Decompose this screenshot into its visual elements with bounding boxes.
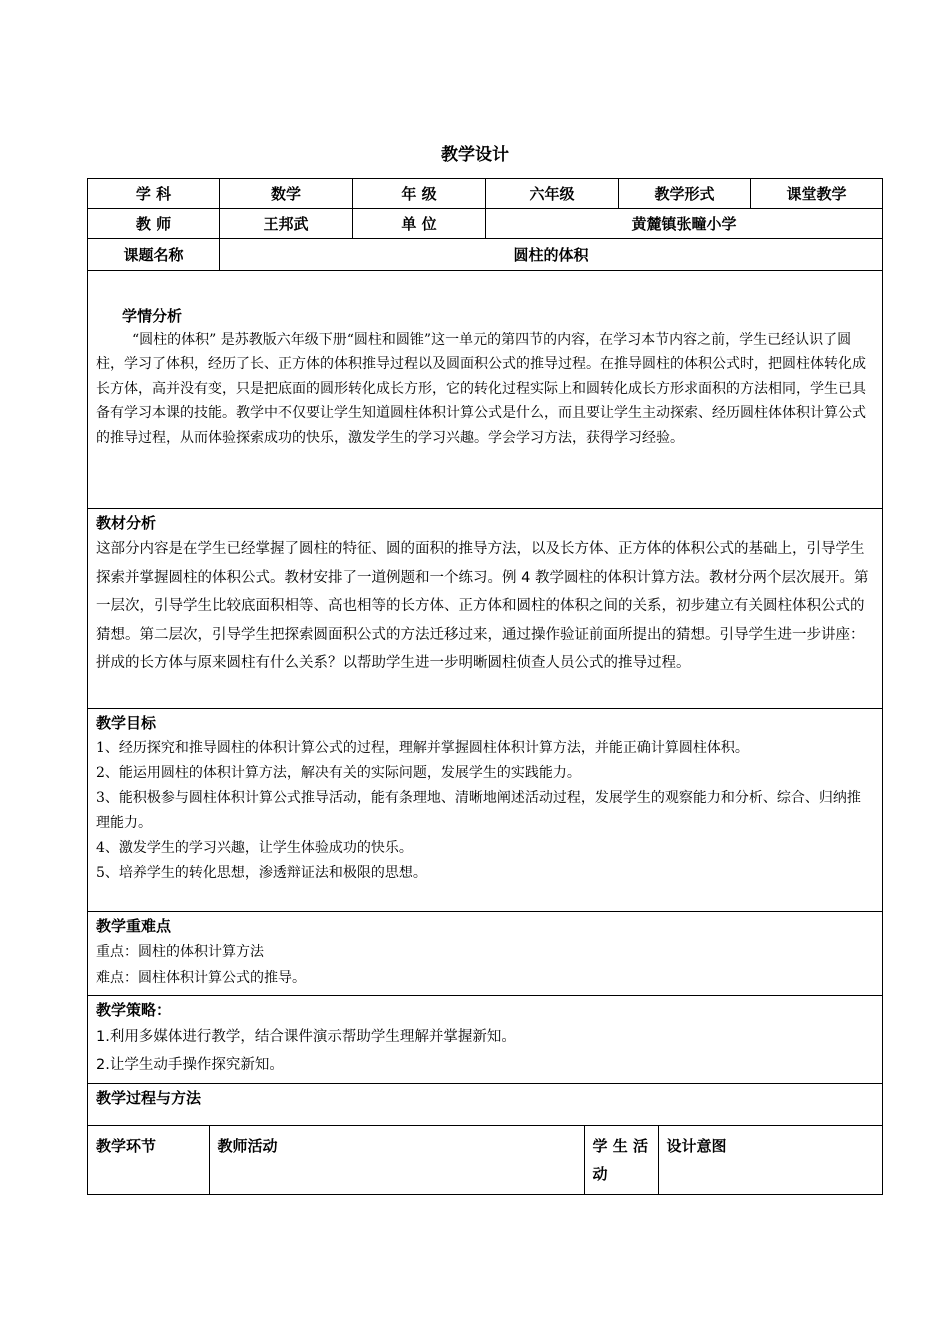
strategy-cell [88, 996, 883, 1084]
process-columns [88, 1126, 883, 1194]
goal-item-2: 2、能运用圆柱的体积计算方法，解决有关的实际问题，发展学生的实践能力。 [96, 765, 581, 781]
process-title: 教学过程与方法 [96, 1089, 202, 1107]
process-title-cell [88, 1084, 883, 1126]
material-analysis-cell [88, 509, 883, 709]
strategy-title: 教学策略： [96, 1001, 172, 1019]
subject-value: 数学 [220, 179, 353, 209]
material-analysis-text: 这部分内容是在学生已经掌握了圆柱的特征、圆的面积的推导方法，以及长方体、正方体的体积公式的基础上，引导学生探索并掌握圆柱的体积公式。教材安排了一道例题和一个练习。例 4 教学圆柱的体积计算方法。教材分两个层次展开。第一层次，引导学生比较底面积相等、高也相等的长方体、正方体和圆柱的体积之间的关系，初步建立有关圆柱体积公式的猜想。第二层次，引导学生把探索圆面积公式的方法迁移过来，通过操作验证前面所提出的猜想。引导学生进一步讲座：拼成的长方体与原来圆柱有什么关系？以帮助学生进一步明晰圆柱侦查人员公式的推导过程。 [96, 541, 869, 671]
difficult-point-line [96, 965, 874, 991]
process-col-teacher: 教师活动 [209, 1126, 584, 1194]
process-col-student: 学 生 活 动 [584, 1126, 658, 1194]
goals-row [88, 709, 883, 912]
subject-label: 学 科 [88, 179, 220, 209]
document-title: 教学设计 [441, 145, 509, 165]
process-header-cell [88, 1126, 883, 1195]
teacher-value: 王邦武 [220, 209, 353, 239]
process-col-stage: 教学环节 [88, 1126, 209, 1194]
key-points-row [88, 912, 883, 996]
goal-item-5: 5、培养学生的转化思想，渗透辩证法和极限的思想。 [96, 865, 427, 881]
topic-label: 课题名称 [88, 239, 220, 271]
key-label: 重点： [96, 944, 138, 960]
unit-value: 黄麓镇张疃小学 [486, 209, 883, 239]
strategy-item-1: 1.利用多媒体进行教学，结合课件演示帮助学生理解并掌握新知。 [96, 1029, 516, 1045]
student-analysis-cell [88, 271, 883, 509]
key-point-line [96, 939, 874, 965]
key-points-cell [88, 912, 883, 996]
goals-title: 教学目标 [96, 714, 157, 732]
strategy-item-2: 2.让学生动手操作探究新知。 [96, 1057, 284, 1073]
grade-value: 六年级 [486, 179, 619, 209]
goals-cell [88, 709, 883, 912]
header-row-3 [88, 239, 883, 271]
goal-item-4: 4、激发学生的学习兴趣，让学生体验成功的快乐。 [96, 840, 413, 856]
header-row-1 [88, 179, 883, 209]
student-analysis-text: “圆柱的体积” 是苏教版六年级下册“圆柱和圆锥”这一单元的第四节的内容，在学习本节内容之前，学生已经认识了圆柱，学习了体积，经历了长、正方体的体积推导过程以及圆面积公式的推导过程。在推导圆柱的体积公式时，把圆柱体转化成长方体，高并没有变，只是把底面的圆形转化成长方形，它的转化过程实际上和圆转化成长方形求面积的方法相同，学生已具备有学习本课的技能。教学中不仅要让学生知道圆柱体积计算公式是什么，而且要让学生主动探索、经历圆柱体体积计算公式的推导过程，从而体验探索成功的快乐，激发学生的学习兴趣。学会学习方法，获得学习经验。 [96, 332, 866, 446]
goal-item-1: 1、经历探究和推导圆柱的体积计算公式的过程，理解并掌握圆柱体积计算方法，并能正确计算圆柱体积。 [96, 740, 749, 756]
key-points-title: 教学重难点 [96, 917, 172, 935]
header-row-2 [88, 209, 883, 239]
process-col-intent: 设计意图 [666, 1137, 727, 1155]
process-title-row [88, 1084, 883, 1126]
goal-item-3: 3、能积极参与圆柱体积计算公式推导活动，能有条理地、清晰地阐述活动过程，发展学生的观察能力和分析、综合、归纳推理能力。 [96, 790, 861, 831]
topic-value: 圆柱的体积 [220, 239, 883, 271]
strategy-row [88, 996, 883, 1084]
material-analysis-title: 教材分析 [96, 514, 157, 532]
lesson-plan-table [87, 178, 883, 1195]
difficult-value: 圆柱体积计算公式的推导。 [138, 970, 306, 986]
form-value: 课堂教学 [751, 179, 883, 209]
student-analysis-title: 学情分析 [122, 307, 183, 325]
process-header-row [88, 1126, 883, 1195]
difficult-label: 难点： [96, 970, 138, 986]
teacher-label: 教 师 [88, 209, 220, 239]
key-value: 圆柱的体积计算方法 [138, 944, 264, 960]
grade-label: 年 级 [353, 179, 486, 209]
form-label: 教学形式 [619, 179, 751, 209]
material-analysis-row [88, 509, 883, 709]
student-analysis-row [88, 271, 883, 509]
unit-label: 单 位 [353, 209, 486, 239]
